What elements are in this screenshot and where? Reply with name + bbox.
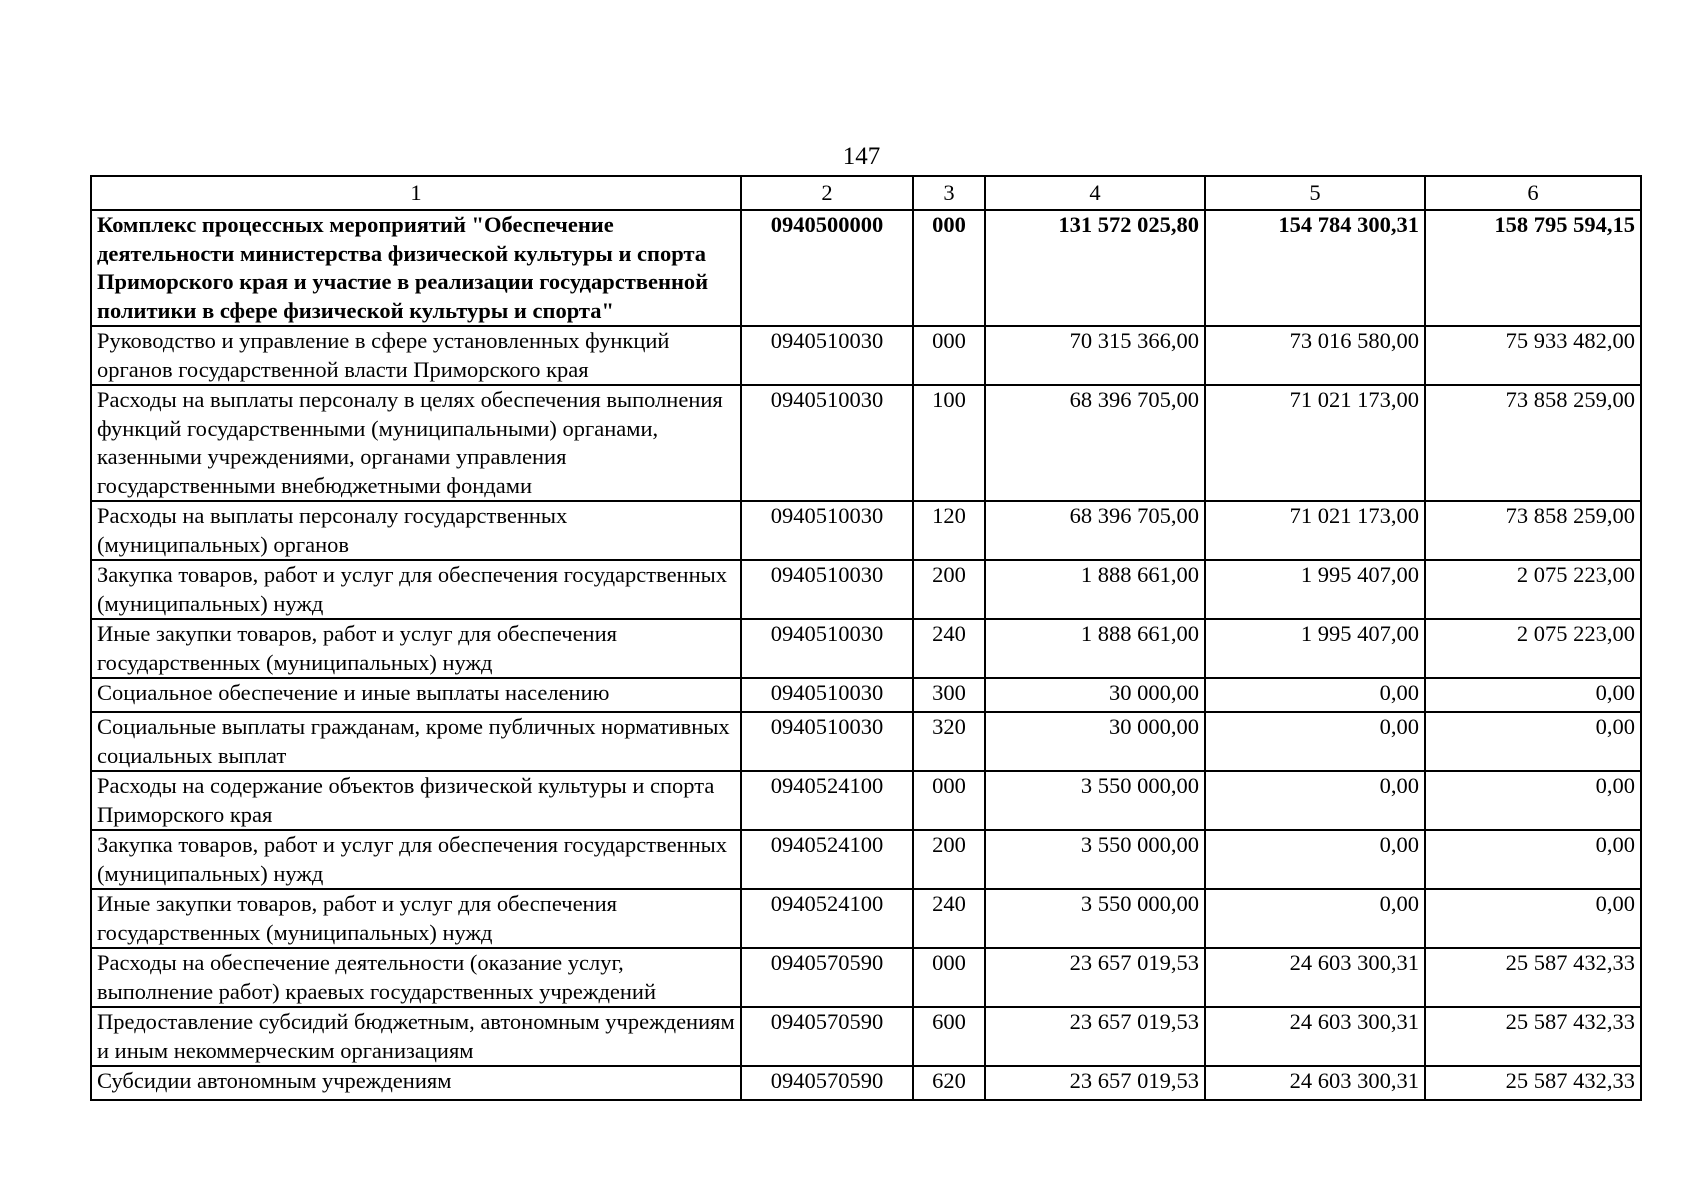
row-amount-2: 1 995 407,00 xyxy=(1205,560,1425,619)
row-name: Социальные выплаты гражданам, кроме публичных нормативных социальных выплат xyxy=(91,712,741,771)
row-name: Комплекс процессных мероприятий "Обеспечение деятельности министерства физической культуры и спорта Приморского края и участие в реализации государственной политики в сфере физической культуры и спорта" xyxy=(91,210,741,326)
row-name: Расходы на выплаты персоналу в целях обеспечения выполнения функций государственными (муниципальными) органами, казенными учреждениями, органами управления государственными внебюджетными фондами xyxy=(91,385,741,501)
row-amount-1: 30 000,00 xyxy=(985,678,1205,712)
row-type: 320 xyxy=(913,712,985,771)
table-row xyxy=(91,712,1641,771)
row-amount-2: 71 021 173,00 xyxy=(1205,385,1425,501)
row-code: 0940510030 xyxy=(741,560,913,619)
row-type: 100 xyxy=(913,385,985,501)
row-code: 0940570590 xyxy=(741,948,913,1007)
column-header: 6 xyxy=(1425,176,1641,210)
row-name: Субсидии автономным учреждениям xyxy=(91,1066,741,1100)
row-code: 0940524100 xyxy=(741,830,913,889)
page-number: 147 xyxy=(842,143,881,170)
row-amount-3: 0,00 xyxy=(1425,830,1641,889)
row-amount-3: 0,00 xyxy=(1425,889,1641,948)
row-amount-3: 73 858 259,00 xyxy=(1425,385,1641,501)
row-amount-1: 23 657 019,53 xyxy=(985,948,1205,1007)
row-amount-1: 3 550 000,00 xyxy=(985,771,1205,830)
row-amount-3: 2 075 223,00 xyxy=(1425,560,1641,619)
row-name: Иные закупки товаров, работ и услуг для обеспечения государственных (муниципальных) нужд xyxy=(91,619,741,678)
row-amount-1: 131 572 025,80 xyxy=(985,210,1205,326)
row-code: 0940570590 xyxy=(741,1007,913,1066)
row-amount-1: 1 888 661,00 xyxy=(985,560,1205,619)
row-name: Руководство и управление в сфере установленных функций органов государственной власти Приморского края xyxy=(91,326,741,385)
row-amount-2: 24 603 300,31 xyxy=(1205,1066,1425,1100)
row-type: 000 xyxy=(913,948,985,1007)
table-row xyxy=(91,326,1641,385)
row-amount-2: 0,00 xyxy=(1205,771,1425,830)
row-name: Предоставление субсидий бюджетным, автономным учреждениям и иным некоммерческим организациям xyxy=(91,1007,741,1066)
row-code: 0940510030 xyxy=(741,326,913,385)
row-amount-3: 25 587 432,33 xyxy=(1425,1066,1641,1100)
row-amount-1: 68 396 705,00 xyxy=(985,385,1205,501)
row-amount-1: 23 657 019,53 xyxy=(985,1007,1205,1066)
row-amount-1: 1 888 661,00 xyxy=(985,619,1205,678)
table-row xyxy=(91,1066,1641,1100)
row-type: 000 xyxy=(913,771,985,830)
row-code: 0940510030 xyxy=(741,385,913,501)
row-code: 0940570590 xyxy=(741,1066,913,1100)
row-amount-3: 0,00 xyxy=(1425,712,1641,771)
row-amount-2: 0,00 xyxy=(1205,830,1425,889)
table-row xyxy=(91,830,1641,889)
row-type: 240 xyxy=(913,889,985,948)
table-row xyxy=(91,771,1641,830)
row-type: 200 xyxy=(913,560,985,619)
row-amount-1: 30 000,00 xyxy=(985,712,1205,771)
row-type: 120 xyxy=(913,501,985,560)
row-code: 0940524100 xyxy=(741,889,913,948)
row-code: 0940510030 xyxy=(741,501,913,560)
row-amount-2: 73 016 580,00 xyxy=(1205,326,1425,385)
row-type: 600 xyxy=(913,1007,985,1066)
row-code: 0940500000 xyxy=(741,210,913,326)
row-amount-3: 25 587 432,33 xyxy=(1425,948,1641,1007)
row-type: 300 xyxy=(913,678,985,712)
row-amount-3: 158 795 594,15 xyxy=(1425,210,1641,326)
row-type: 620 xyxy=(913,1066,985,1100)
row-amount-2: 0,00 xyxy=(1205,889,1425,948)
row-amount-2: 71 021 173,00 xyxy=(1205,501,1425,560)
row-amount-1: 3 550 000,00 xyxy=(985,889,1205,948)
row-amount-2: 0,00 xyxy=(1205,712,1425,771)
row-name: Расходы на выплаты персоналу государственных (муниципальных) органов xyxy=(91,501,741,560)
row-name: Закупка товаров, работ и услуг для обеспечения государственных (муниципальных) нужд xyxy=(91,560,741,619)
row-name: Социальное обеспечение и иные выплаты населению xyxy=(91,678,741,712)
table-row xyxy=(91,385,1641,501)
row-name: Расходы на обеспечение деятельности (оказание услуг, выполнение работ) краевых государственных учреждений xyxy=(91,948,741,1007)
row-type: 000 xyxy=(913,326,985,385)
column-header: 1 xyxy=(91,176,741,210)
table-row xyxy=(91,889,1641,948)
row-amount-1: 3 550 000,00 xyxy=(985,830,1205,889)
column-header: 4 xyxy=(985,176,1205,210)
row-amount-3: 75 933 482,00 xyxy=(1425,326,1641,385)
row-amount-2: 1 995 407,00 xyxy=(1205,619,1425,678)
header-row xyxy=(91,176,1641,210)
row-name: Закупка товаров, работ и услуг для обеспечения государственных (муниципальных) нужд xyxy=(91,830,741,889)
row-name: Расходы на содержание объектов физической культуры и спорта Приморского края xyxy=(91,771,741,830)
row-code: 0940510030 xyxy=(741,678,913,712)
budget-table xyxy=(90,175,1642,1101)
row-amount-3: 0,00 xyxy=(1425,678,1641,712)
table-row xyxy=(91,948,1641,1007)
row-amount-3: 25 587 432,33 xyxy=(1425,1007,1641,1066)
row-amount-2: 24 603 300,31 xyxy=(1205,948,1425,1007)
row-amount-2: 24 603 300,31 xyxy=(1205,1007,1425,1066)
row-type: 200 xyxy=(913,830,985,889)
row-name: Иные закупки товаров, работ и услуг для обеспечения государственных (муниципальных) нужд xyxy=(91,889,741,948)
table-row xyxy=(91,1007,1641,1066)
column-header: 2 xyxy=(741,176,913,210)
row-amount-3: 2 075 223,00 xyxy=(1425,619,1641,678)
row-code: 0940510030 xyxy=(741,619,913,678)
row-type: 000 xyxy=(913,210,985,326)
row-code: 0940510030 xyxy=(741,712,913,771)
table-row xyxy=(91,560,1641,619)
row-amount-1: 23 657 019,53 xyxy=(985,1066,1205,1100)
row-amount-3: 73 858 259,00 xyxy=(1425,501,1641,560)
column-header: 3 xyxy=(913,176,985,210)
row-amount-2: 0,00 xyxy=(1205,678,1425,712)
table-row xyxy=(91,210,1641,326)
table-row xyxy=(91,619,1641,678)
table-row xyxy=(91,678,1641,712)
row-amount-3: 0,00 xyxy=(1425,771,1641,830)
table-row xyxy=(91,501,1641,560)
row-amount-1: 68 396 705,00 xyxy=(985,501,1205,560)
row-amount-2: 154 784 300,31 xyxy=(1205,210,1425,326)
row-amount-1: 70 315 366,00 xyxy=(985,326,1205,385)
row-code: 0940524100 xyxy=(741,771,913,830)
column-header: 5 xyxy=(1205,176,1425,210)
row-type: 240 xyxy=(913,619,985,678)
